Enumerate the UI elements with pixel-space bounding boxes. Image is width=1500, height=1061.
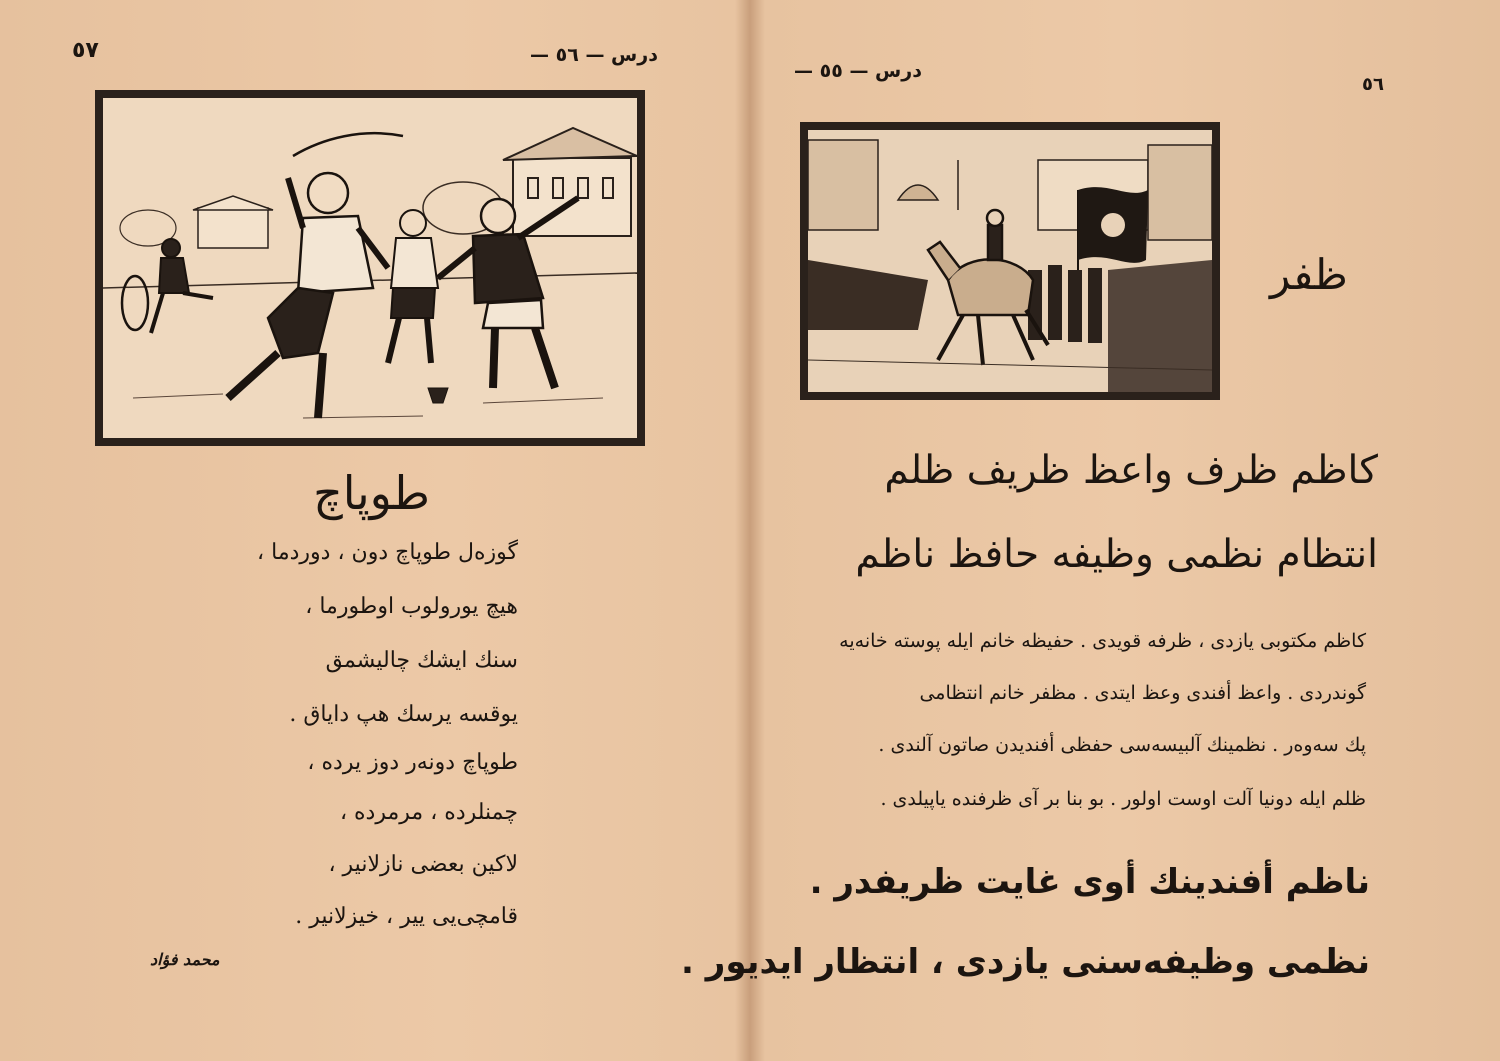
page-number: ٥٦: [1362, 74, 1384, 95]
lesson-header: درس — ٥٥ —: [794, 60, 922, 82]
word-line: كاظم ظرف واعظ ظریف ظلم: [884, 448, 1378, 493]
poem-line: طوپاچ دونه‌ر دوز یرده ،: [307, 750, 518, 775]
boys-playing-drawing: [103, 98, 637, 438]
paragraph-line: ظلم ایله دونیا آلت اوست اولور . بو بنا بر آی ظرفنده یاپیلدی .: [880, 788, 1366, 810]
author-signature: محمد فؤاد: [150, 950, 220, 969]
paragraph-line: پك سه‌وه‌ر . نظمینك آلبیسه‌سی حفظی أفندیدن صاتون آلندی .: [878, 734, 1366, 756]
lesson-header: درس — ٥٦ —: [530, 44, 658, 66]
illustration-victory-parade: [800, 122, 1220, 400]
lesson-letter: ظفر: [1270, 250, 1348, 299]
illustration-boys-playing-top: [95, 90, 645, 446]
poem-line: هیچ یورولوب اوطورما ،: [305, 594, 518, 619]
poem-line: سنك ایشك چالیشمق: [325, 648, 518, 673]
lesson-title: طوپاچ: [313, 466, 430, 520]
paragraph-line: گوندردی . واعظ أفندی وعظ ایتدی . مظفر خانم انتظامی: [919, 682, 1366, 704]
paragraph-line: كاظم مكتوبی یازدی ، ظرفه قویدی . حفیظه خانم ایله پوسته خانه‌یه: [839, 630, 1366, 652]
poem-line: یوقسه یرسك هپ دایاق .: [289, 702, 518, 727]
sentence-line: نظمی وظیفه‌سنی یازدی ، انتظار ایدیور .: [681, 942, 1370, 982]
poem-line: گوزه‌ل طوپاچ دون ، دوردما ،: [257, 540, 518, 565]
poem-line: چمنلرده ، مرمرده ،: [339, 800, 518, 825]
page-number: ٥٧: [72, 38, 99, 63]
poem-line: لاكین بعضی نازلانیر ،: [328, 852, 518, 877]
right-page: [681, 0, 1500, 1061]
word-line: انتظام نظمی وظیفه حافظ ناظم: [855, 532, 1378, 577]
left-page: [0, 0, 748, 1061]
poem-line: قامچی‌یی ییر ، خیزلانیر .: [295, 904, 518, 929]
parade-drawing: [808, 130, 1212, 392]
sentence-line: ناظم أفندینك أوی غایت ظریفدر .: [809, 862, 1370, 902]
